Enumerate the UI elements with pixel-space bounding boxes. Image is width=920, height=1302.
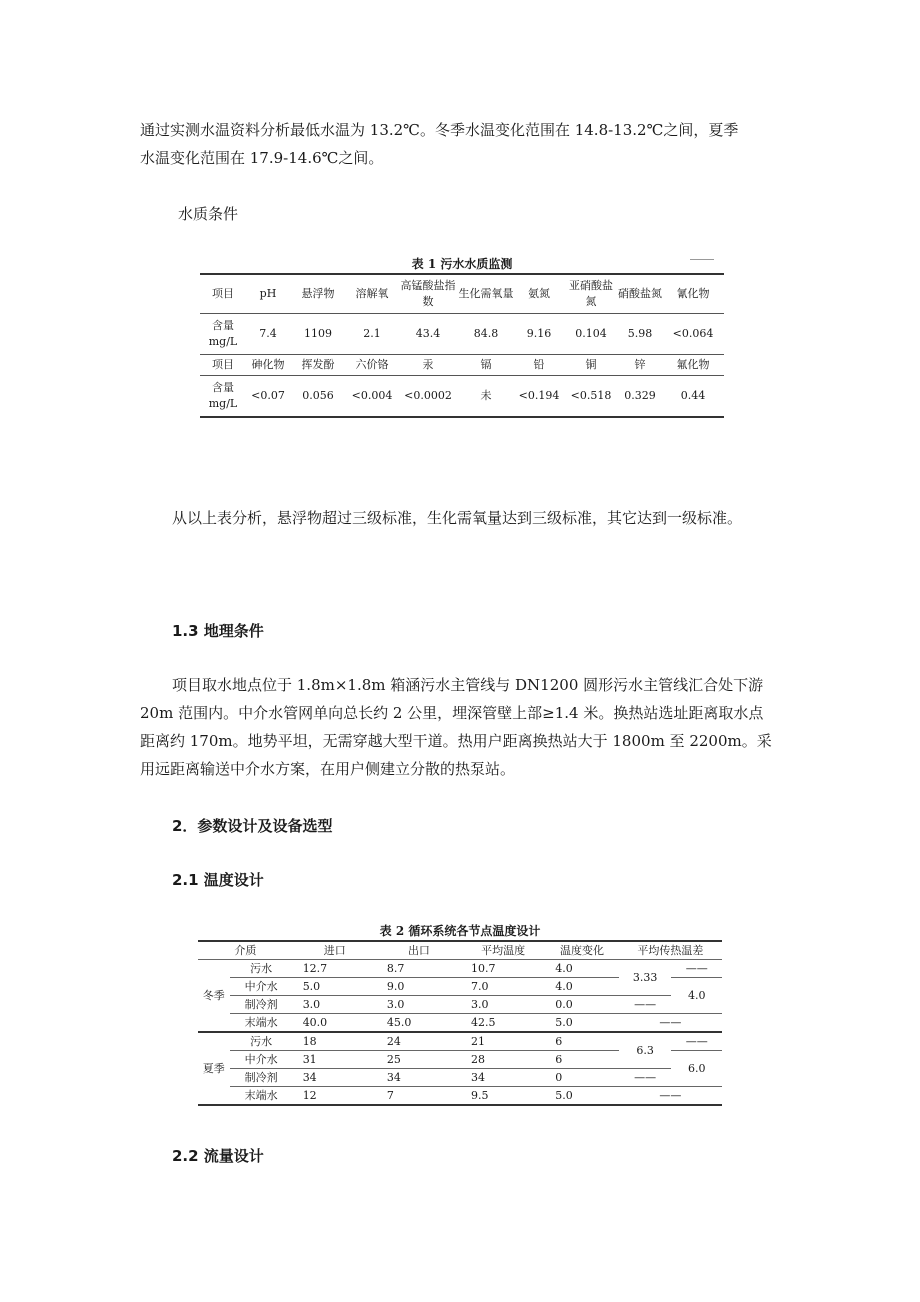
- table-cell: 1109: [290, 314, 346, 355]
- table-cell: 6.3: [619, 1032, 672, 1069]
- section-1-3-body: 项目取水地点位于 1.8m×1.8m 箱涵污水主管线与 DN1200 圆形污水主管线汇合处下游 20m 范围内。中介水管网单向总长约 2 公里，埋深管壁上部≥1.4 米。换热站选址距离取水点距离约 170m。地势平坦，无需穿越大型干道。热用户距离换热站大于 1800m 至 2200m。采用远距离输送中介水方案，在用户侧建立分散的热泵站。: [140, 676, 772, 778]
- season-summer: 夏季: [198, 1032, 230, 1105]
- table-cell: 7.4: [246, 314, 290, 355]
- section-1-3-title: 1.3 地理条件: [172, 622, 264, 640]
- table-cell: 34: [293, 1069, 377, 1087]
- table-cell: 挥发酚: [290, 355, 346, 376]
- table-cell: ——: [671, 960, 722, 978]
- table-cell: 中介水: [230, 978, 293, 996]
- table-row: [198, 996, 722, 1014]
- table-cell: 污水: [230, 960, 293, 978]
- table-cell: 硝酸盐氮: [618, 274, 662, 314]
- table-cell: 28: [461, 1051, 545, 1069]
- table-cell: 铜: [564, 355, 618, 376]
- table-cell: 3.0: [293, 996, 377, 1014]
- table-cell: 6: [545, 1051, 619, 1069]
- table-cell: 10.7: [461, 960, 545, 978]
- table-1-row: [200, 314, 724, 355]
- table-cell: 9.16: [514, 314, 564, 355]
- table-cell: 制冷剂: [230, 996, 293, 1014]
- table-cell: 污水: [230, 1032, 293, 1051]
- table-cell: 12: [293, 1087, 377, 1106]
- table-2-header-row: [198, 941, 722, 960]
- table-header-cell: 温度变化: [545, 941, 619, 960]
- table-header-cell: 介质: [198, 941, 293, 960]
- table-cell: 24: [377, 1032, 461, 1051]
- table-cell: 中介水: [230, 1051, 293, 1069]
- table-cell: 悬浮物: [290, 274, 346, 314]
- table-cell: 5.0: [545, 1087, 619, 1106]
- table-cell: 4.0: [671, 978, 722, 1014]
- table-cell: 汞: [398, 355, 458, 376]
- table-cell: 43.4: [398, 314, 458, 355]
- table-cell: 4.0: [545, 978, 619, 996]
- table-cell: 0.44: [662, 376, 724, 418]
- table-cell: 18: [293, 1032, 377, 1051]
- water-quality-title: 水质条件: [178, 205, 239, 223]
- table-cell: 3.33: [619, 960, 672, 996]
- table-cell: 5.98: [618, 314, 662, 355]
- section-2-title: 2．参数设计及设备选型: [172, 817, 333, 835]
- table-1-row: [200, 355, 724, 376]
- section-2-2-title: 2.2 流量设计: [172, 1147, 264, 1165]
- table-cell: 6.0: [671, 1051, 722, 1087]
- table-cell: 铅: [514, 355, 564, 376]
- table-cell: 0.104: [564, 314, 618, 355]
- table-cell: 含量 mg/L: [200, 314, 246, 355]
- table-cell: 含量 mg/L: [200, 376, 246, 418]
- table-cell: 7: [377, 1087, 461, 1106]
- table-2: [198, 922, 722, 1106]
- table-cell: 未: [458, 376, 514, 418]
- table-1: [200, 255, 724, 418]
- table-header-cell: 平均传热温差: [619, 941, 722, 960]
- table-cell: 六价铬: [346, 355, 398, 376]
- table-cell: ——: [619, 1069, 672, 1087]
- table-cell: 0.0: [545, 996, 619, 1014]
- table-cell: 生化需氧量: [458, 274, 514, 314]
- table-header-cell: 进口: [293, 941, 377, 960]
- table-cell: 6: [545, 1032, 619, 1051]
- table-cell: 0.329: [618, 376, 662, 418]
- table-cell: <0.004: [346, 376, 398, 418]
- table-cell: 制冷剂: [230, 1069, 293, 1087]
- table-cell: <0.0002: [398, 376, 458, 418]
- table-cell: 9.0: [377, 978, 461, 996]
- table-cell: 高锰酸盐指数: [398, 274, 458, 314]
- table-cell: 2.1: [346, 314, 398, 355]
- table-cell: 亚硝酸盐氮: [564, 274, 618, 314]
- table-cell: 8.7: [377, 960, 461, 978]
- table-cell: 5.0: [293, 978, 377, 996]
- table-cell: 3.0: [461, 996, 545, 1014]
- table-cell: 4.0: [545, 960, 619, 978]
- table-cell: 末端水: [230, 1087, 293, 1106]
- table-cell: ——: [619, 1014, 722, 1033]
- table-header-cell: 平均温度: [461, 941, 545, 960]
- table-cell: 21: [461, 1032, 545, 1051]
- table-cell: 34: [461, 1069, 545, 1087]
- table-cell: 12.7: [293, 960, 377, 978]
- table-cell: ——: [619, 1087, 722, 1106]
- table-cell: 溶解氧: [346, 274, 398, 314]
- table-cell: 84.8: [458, 314, 514, 355]
- table-cell: 末端水: [230, 1014, 293, 1033]
- table-row: [198, 960, 722, 978]
- table-cell: 砷化物: [246, 355, 290, 376]
- season-winter: 冬季: [198, 960, 230, 1033]
- table-cell: 40.0: [293, 1014, 377, 1033]
- table-cell: 0: [545, 1069, 619, 1087]
- table-cell: 31: [293, 1051, 377, 1069]
- table-cell: 5.0: [545, 1014, 619, 1033]
- table-cell: 0.056: [290, 376, 346, 418]
- table-cell: 项目: [200, 355, 246, 376]
- table-cell: 氨氮: [514, 274, 564, 314]
- table-cell: ——: [619, 996, 672, 1014]
- table-cell: 25: [377, 1051, 461, 1069]
- table-cell: 镉: [458, 355, 514, 376]
- section-2-1-title: 2.1 温度设计: [172, 871, 264, 889]
- table-row: [198, 1014, 722, 1033]
- table-row: [198, 1032, 722, 1051]
- table-cell: <0.518: [564, 376, 618, 418]
- table-cell: 氰化物: [662, 274, 724, 314]
- table-cell: pH: [246, 274, 290, 314]
- table-header-cell: 出口: [377, 941, 461, 960]
- table-cell: <0.064: [662, 314, 724, 355]
- table-cell: 7.0: [461, 978, 545, 996]
- table-cell: 项目: [200, 274, 246, 314]
- table-2-caption: 表 2 循环系统各节点温度设计: [379, 924, 541, 938]
- analysis-text: 从以上表分析，悬浮物超过三级标准，生化需氧量达到三级标准，其它达到一级标准。: [172, 509, 743, 527]
- table-row: [198, 1069, 722, 1087]
- table-cell: 34: [377, 1069, 461, 1087]
- table-cell: <0.07: [246, 376, 290, 418]
- intro-line-2: 水温变化范围在 17.9-14.6℃之间。: [140, 149, 384, 167]
- table-cell: <0.194: [514, 376, 564, 418]
- table-cell: 3.0: [377, 996, 461, 1014]
- table-cell: 锌: [618, 355, 662, 376]
- table-cell: 9.5: [461, 1087, 545, 1106]
- table-row: [198, 1087, 722, 1106]
- table-cell: 45.0: [377, 1014, 461, 1033]
- intro-line-1: 通过实测水温资料分析最低水温为 13.2℃。冬季水温变化范围在 14.8-13.2℃之间，夏季: [140, 121, 739, 139]
- table-cell: 氟化物: [662, 355, 724, 376]
- table-cell: 42.5: [461, 1014, 545, 1033]
- table-cell: ——: [671, 1032, 722, 1051]
- table-1-row: [200, 274, 724, 314]
- table-1-row: [200, 376, 724, 418]
- table-1-caption: 表 1 污水水质监测: [411, 257, 513, 271]
